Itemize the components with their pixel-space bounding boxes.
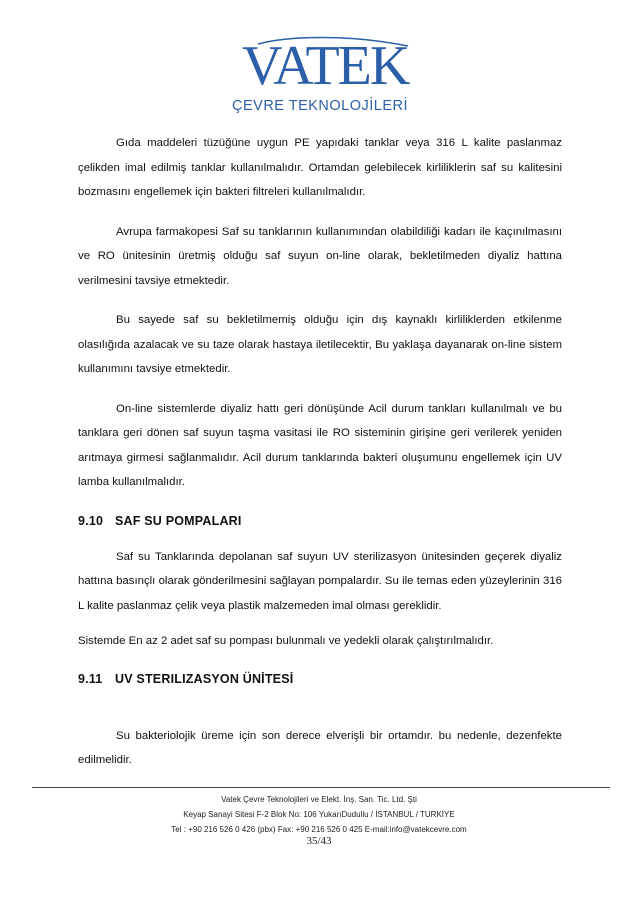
section-number: 9.11	[78, 671, 103, 686]
section-title: UV STERILIZASYON ÜNİTESİ	[115, 671, 294, 686]
company-logo	[228, 34, 418, 126]
paragraph: Sistemde En az 2 adet saf su pompası bulunmalı ve yedekli olarak çalıştırılmalıdır.	[78, 635, 494, 647]
paragraph: Bu sayede saf su bekletilmemiş olduğu için dış kaynaklı kirliliklerden etkilenme olasılığıda azalacak ve su taze olarak hastaya iletilecektir, Bu yaklaşa dayanarak on-line sistem kullanımını tavsiye etmektedir.	[78, 314, 562, 375]
footer-divider	[32, 787, 610, 788]
logo-wordmark: VATEK	[242, 35, 409, 97]
section-heading	[78, 667, 562, 691]
footer-contact: Tel : +90 216 526 0 426 (pbx) Fax: +90 216 526 0 425 E-mail:info@vatekcevre.com	[171, 825, 467, 834]
footer-address: Keyap Sanayi Sitesi F-2 Blok No: 106 YukarıDudullu / İSTANBUL / TURKİYE	[183, 810, 455, 819]
logo-subtitle: ÇEVRE TEKNOLOJİLERİ	[232, 98, 409, 114]
footer-company: Vatek Çevre Teknolojileri ve Elekt. İnş. San. Tic. Ltd. Şti	[221, 795, 417, 804]
paragraph: On-line sistemlerde diyaliz hattı geri dönüşünde Acil durum tankları kullanılmalı ve bu tanklara geri dönen saf suyun taşma vasitasi ile RO sisteminin girişine geri verilerek yeniden arıtmaya girmesi sağlanmalıdır. Acil durum tanklarında bakteri oluşumunu engellemek için UV lamba kullanılmalıdır.	[78, 402, 562, 488]
paragraph: Gıda maddeleri tüzüğüne uygun PE yapıdaki tanklar veya 316 L kalite paslanmaz çelikden imal edilmiş tanklar kullanılmalıdır. Ortamdan gelebilecek kirliliklerin saf su kalitesini bozmasını engellemek için bakteri filtreleri kullanılmalıdır.	[78, 137, 562, 198]
paragraph: Avrupa farmakopesi Saf su tanklarının kullanımından olabildiliği kadarı ile kaçınılmasını ve RO ünitesinin üretmiş olduğu saf suyun on-line olarak, bekletilmeden diyaliz hattına verilmesini tavsiye etmektedir.	[78, 225, 562, 287]
page-footer	[0, 792, 638, 848]
paragraph: Su bakteriolojik üreme için son derece elverişli bir ortamdır. bu nedenle, dezenfekte edilmelidir.	[78, 729, 562, 766]
document-body	[78, 131, 562, 773]
section-number: 9.10	[78, 513, 104, 528]
page-number: 35/43	[306, 835, 332, 847]
section-heading	[78, 509, 562, 533]
paragraph: Saf su Tanklarında depolanan saf suyun UV sterilizasyon ünitesinden geçerek diyaliz hattına basınçlı olarak gönderilmesini sağlayan pompalardır. Su ile temas eden yüzeylerinin 316 L kalite paslanmaz çelik veya plastik malzemeden imal olması gereklidir.	[78, 550, 562, 612]
section-title: SAF SU POMPALARI	[115, 513, 242, 528]
